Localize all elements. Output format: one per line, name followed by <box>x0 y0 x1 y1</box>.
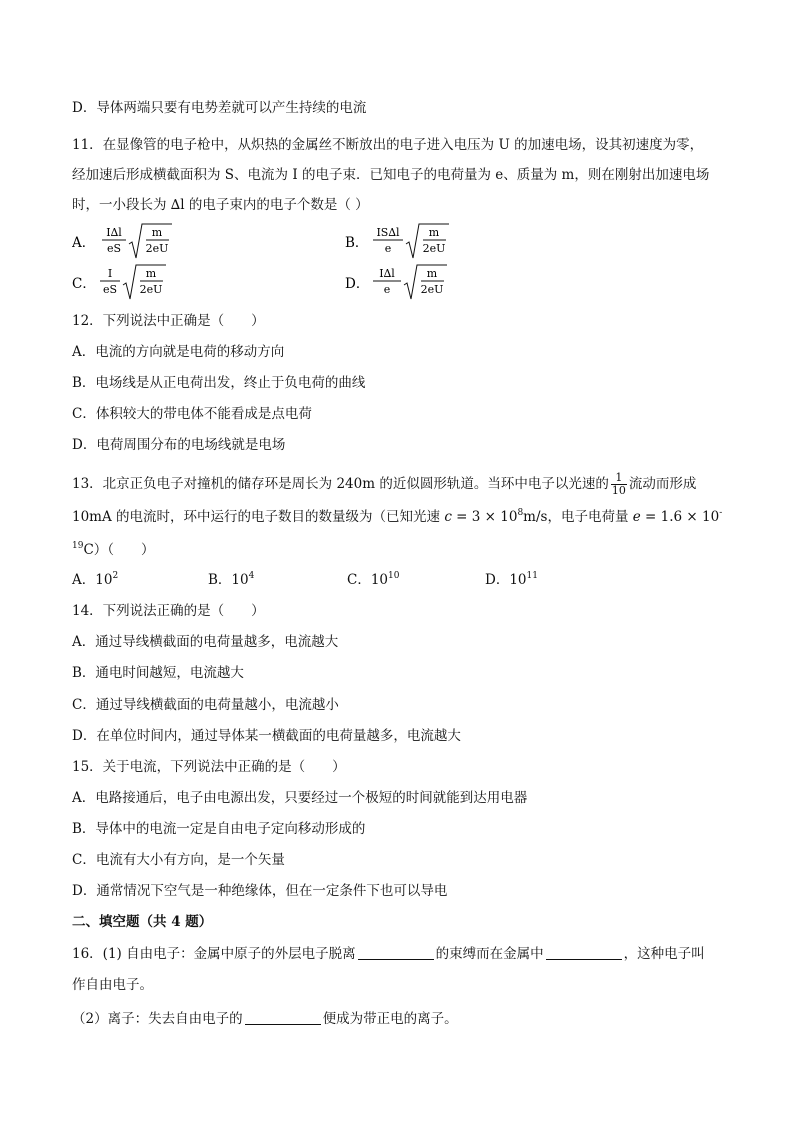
q13-fraction-numerator: 1 <box>611 472 627 485</box>
svg-text:I: I <box>107 267 113 280</box>
svg-text:m: m <box>151 226 163 239</box>
q16-part2-text-b: 便成为带正电的离子。 <box>322 1011 458 1027</box>
q11-option-c-formula <box>72 263 202 303</box>
svg-text:2eU: 2eU <box>145 242 169 255</box>
q14-option-a: A．通过导线横截面的电荷量越多，电流越大 <box>72 634 339 650</box>
q13-line1-text: 13．北京正负电子对撞机的储存环是周长为 240m 的近似圆形轨道。当环中电子以光速的 <box>72 476 609 492</box>
q13-fraction <box>611 472 627 497</box>
q16-blank-1[interactable] <box>358 945 434 960</box>
q16-blank-3[interactable] <box>245 1010 321 1025</box>
svg-text:A．: A． <box>72 235 96 251</box>
q12-option-a: A．电流的方向就是电荷的移动方向 <box>72 344 285 360</box>
q13-option-d <box>485 570 538 590</box>
q13-option-c <box>347 570 399 590</box>
q13-option-a-exponent: 2 <box>112 571 119 581</box>
svg-text:2eU: 2eU <box>420 283 444 296</box>
q13-line3-text: C）（ ） <box>83 542 155 558</box>
q15-stem: 15．关于电流，下列说法中正确的是（ ） <box>72 759 346 775</box>
q13-option-b-base: B．10 <box>208 572 249 588</box>
q13-line2-mid: m/s，电子电荷量 <box>523 509 633 525</box>
q14-option-d: D．在单位时间内，通过导体某一横截面的电荷量越多，电流越大 <box>72 728 461 744</box>
q13-charge-exponent-sign: - <box>719 508 723 518</box>
q16-part1-text-b: 的束缚而在金属中 <box>435 946 544 962</box>
q13-light-speed-base: = 3 × 10 <box>451 509 518 525</box>
q16-part1-line-2: 作自由电子。 <box>72 977 153 993</box>
q13-option-d-base: D．10 <box>485 572 527 588</box>
q14-option-b: B．通电时间越短，电流越大 <box>72 665 244 681</box>
q16-part2-text-a: （2）离子：失去自由电子的 <box>72 1011 243 1027</box>
section-title-fill-in: 二、填空题（共 4 题） <box>72 914 213 930</box>
q16-part1-text-c: ，这种电子叫 <box>623 946 705 962</box>
svg-text:D．: D． <box>345 276 370 292</box>
svg-text:eS: eS <box>106 242 122 255</box>
svg-text:I∆l: I∆l <box>106 226 122 239</box>
svg-text:e: e <box>383 283 391 296</box>
q15-option-a: A．电路接通后，电子由电源出发，只要经过一个极短的时间就能到达用电器 <box>72 790 528 806</box>
q13-option-a <box>72 570 118 590</box>
q11-option-c <box>72 263 202 307</box>
q16-part1-text-a: 16．(1) 自由电子：金属中原子的外层电子脱离 <box>72 946 356 962</box>
q11-option-a <box>72 222 202 266</box>
svg-text:2eU: 2eU <box>422 242 446 255</box>
q12-option-b: B．电场线是从正电荷出发，终止于负电荷的曲线 <box>72 375 366 391</box>
q12-stem: 12．下列说法中正确是（ ） <box>72 313 265 329</box>
q11-stem-line-2: 经加速后形成横截面积为 S、电流为 I 的电子束．已知电子的电荷量为 e、质量为 m，则在刚射出加速电场 <box>72 167 710 183</box>
q11-option-d <box>345 263 475 307</box>
svg-text:2eU: 2eU <box>139 283 163 296</box>
q13-symbol-e: e <box>632 509 641 525</box>
q10-option-d: D．导体两端只要有电势差就可以产生持续的电流 <box>72 100 367 116</box>
q15-option-d: D．通常情况下空气是一种绝缘体，但在一定条件下也可以导电 <box>72 883 448 899</box>
q12-option-c: C．体积较大的带电体不能看成是点电荷 <box>72 406 312 422</box>
q13-option-b <box>208 570 254 590</box>
q13-line2-text: 10mA 的电流时，环中运行的电子数目的数量级为（已知光速 <box>72 509 445 525</box>
q15-option-b: B．导体中的电流一定是自由电子定向移动形成的 <box>72 821 366 837</box>
q13-option-a-base: A．10 <box>72 572 113 588</box>
q13-charge-base: = 1.6 × 10 <box>640 509 720 525</box>
q11-option-b-formula <box>345 222 475 262</box>
q13-charge-exponent: 19 <box>72 541 84 551</box>
q13-fraction-denominator: 10 <box>611 484 626 497</box>
svg-text:m: m <box>145 267 157 280</box>
q15-option-c: C．电流有大小有方向，是一个矢量 <box>72 852 285 868</box>
q13-symbol-c: c <box>444 509 452 525</box>
q11-stem-line-1: 11．在显像管的电子枪中，从炽热的金属丝不断放出的电子进入电压为 U 的加速电场，设其初速度为零， <box>72 137 704 153</box>
q14-stem: 14．下列说法正确的是（ ） <box>72 603 265 619</box>
q16-part1-line-1 <box>72 944 705 964</box>
q13-stem-line-3 <box>72 540 155 560</box>
q11-stem-line-3: 时，一小段长为 ∆l 的电子束内的电子个数是（ ） <box>72 197 369 213</box>
svg-text:IS∆l: IS∆l <box>376 226 400 239</box>
q13-option-c-base: C．10 <box>347 572 389 588</box>
q11-option-a-formula <box>72 222 202 262</box>
q13-stem-line-1 <box>72 472 696 497</box>
q11-option-d-formula <box>345 263 475 303</box>
q16-blank-2[interactable] <box>546 945 622 960</box>
q11-option-b <box>345 222 475 266</box>
svg-text:B．: B． <box>345 235 369 251</box>
q14-option-c: C．通过导线横截面的电荷量越小，电流越小 <box>72 697 339 713</box>
svg-text:I∆l: I∆l <box>379 267 395 280</box>
q16-part2 <box>72 1009 458 1029</box>
q13-line1-end: 流动而形成 <box>628 476 697 492</box>
q13-stem-line-2 <box>72 507 722 527</box>
svg-text:eS: eS <box>102 283 118 296</box>
q13-option-d-exponent: 11 <box>526 571 538 581</box>
q13-light-speed-exponent: 8 <box>517 508 524 518</box>
svg-text:C．: C． <box>72 276 96 292</box>
q13-option-b-exponent: 4 <box>248 571 255 581</box>
q12-option-d: D．电荷周围分布的电场线就是电场 <box>72 437 286 453</box>
svg-text:e: e <box>384 242 392 255</box>
svg-text:m: m <box>426 267 438 280</box>
q13-option-c-exponent: 10 <box>388 571 400 581</box>
svg-text:m: m <box>428 226 440 239</box>
